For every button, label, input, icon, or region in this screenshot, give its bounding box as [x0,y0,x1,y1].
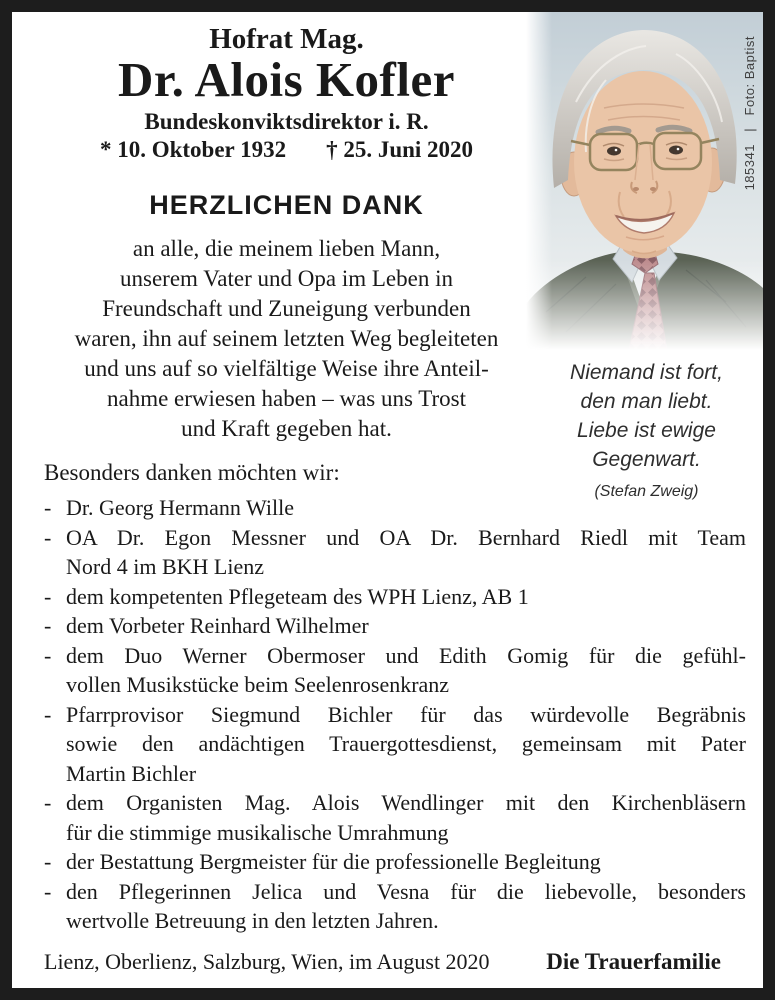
thanks-line: an alle, die meinem lieben Mann, [132,236,441,261]
dash-bullet: - [44,583,52,609]
thanks-line: und uns auf so vielfältige Weise ihre Anteil- [84,356,489,381]
quote-line: Niemand ist fort, [570,361,723,384]
life-dates [34,136,539,164]
signature: Die Trauerfamilie [546,948,721,974]
photo-credit: 185341 | Foto: Baptist [742,36,757,191]
quote-line: den man liebt. [580,390,713,413]
item-line: Dr. Georg Hermann Wille [66,495,295,520]
place-date: Lienz, Oberlienz, Salzburg, Wien, im August 2020 [44,948,490,974]
header-block [34,24,539,164]
item-line: der Bestattung Bergmeister für die professionelle Begleitung [66,849,601,874]
thanks-line: nahme erwiesen haben – was uns Trost [106,386,466,411]
item-line: dem Vorbeter Reinhard Wilhelmer [66,613,369,638]
item-line: vollen Musikstücke beim Seelenrosenkranz [66,672,450,697]
special-thanks-intro: Besonders danken möchten wir: [44,460,340,485]
dash-bullet: - [44,878,52,904]
thanks-line: waren, ihn auf seinem letzten Weg begleiteten [74,326,499,351]
dash-bullet: - [44,849,52,874]
dash-bullet: - [44,524,52,550]
dash-bullet: - [44,701,52,727]
birth-date: * 10. Oktober 1932 [99,137,287,162]
thanks-heading: HERZLICHEN DANK [149,190,424,220]
item-line: Pfarrprovisor Siegmund Bichler für das würdevolle Begräbnis [66,701,746,727]
list-item [44,493,746,523]
thanks-line: unserem Vater und Opa im Leben in [120,266,453,291]
list-item [44,847,746,877]
thanks-line: und Kraft gegeben hat. [181,416,392,441]
special-thanks-list [44,493,746,936]
list-item [44,523,746,582]
item-line: dem Duo Werner Obermoser und Edith Gomig für die gefühl- [66,642,746,668]
portrait-photo [526,12,763,350]
pre-title: Hofrat Mag. [209,23,364,55]
death-date: † 25. Juni 2020 [326,137,474,162]
dash-bullet: - [44,790,52,815]
list-item [44,700,746,789]
item-line: dem kompetenten Pflegeteam des WPH Lienz, AB 1 [66,583,529,609]
item-line: Martin Bichler [66,760,197,786]
quote-line: Liebe ist ewige [577,419,716,442]
item-line: für die stimmige musikalische Umrahmung [66,819,449,845]
thanks-line: Freundschaft und Zuneigung verbunden [102,296,471,321]
footer [44,949,721,975]
list-item [44,788,746,847]
item-line: wertvolle Betreuung in den letzten Jahren. [66,908,439,933]
item-line: Nord 4 im BKH Lienz [66,554,264,579]
item-line: sowie den andächtigen Trauergottesdienst, gemeinsam mit Pater [66,731,746,756]
dash-bullet: - [44,613,52,638]
list-item [44,641,746,700]
portrait-illustration [526,12,763,350]
thanks-paragraph [34,234,539,444]
list-item [44,582,746,612]
deceased-name: Dr. Alois Kofler [118,52,455,107]
list-item [44,877,746,936]
list-item [44,611,746,641]
quote-attribution: (Stefan Zweig) [594,483,699,500]
role-title: Bundeskonviktsdirektor i. R. [144,109,429,134]
quote-line: Gegenwart. [592,448,701,471]
dash-bullet: - [44,495,52,520]
item-line: dem Organisten Mag. Alois Wendlinger mit den Kirchenbläsern [66,790,746,815]
memorial-quote [534,358,759,506]
item-line: OA Dr. Egon Messner und OA Dr. Bernhard Riedl mit Team [66,524,746,550]
dash-bullet: - [44,642,52,668]
item-line: den Pflegerinnen Jelica und Vesna für die liebevolle, besonders [66,878,746,904]
